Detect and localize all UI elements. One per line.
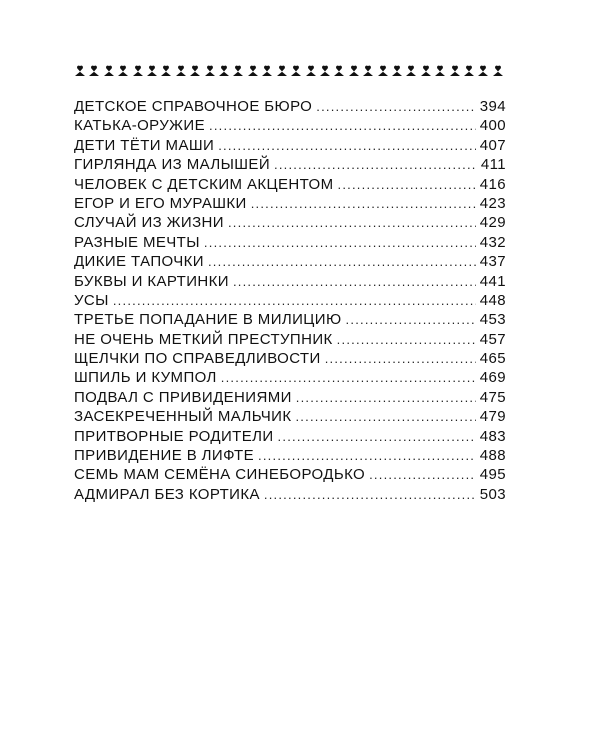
toc-dot-leader: [278, 427, 476, 446]
toc-dot-leader: [346, 310, 476, 329]
heart-triangle-ornament-icon: [232, 65, 244, 77]
toc-entry-title: СЛУЧАЙ ИЗ ЖИЗНИ: [74, 214, 224, 232]
heart-triangle-ornament-icon: [449, 65, 461, 77]
toc-entry: [74, 233, 506, 252]
toc-entry: [74, 427, 506, 446]
toc-dot-leader: [113, 291, 476, 310]
toc-entry-title: ДЕТИ ТЁТИ МАШИ: [74, 136, 215, 154]
heart-triangle-ornament-icon: [74, 65, 86, 77]
toc-entry-title: ПРИВИДЕНИЕ В ЛИФТЕ: [74, 447, 255, 465]
heart-triangle-ornament-icon: [362, 65, 374, 77]
toc-entry: [74, 485, 506, 504]
heart-triangle-ornament-icon: [348, 65, 360, 77]
toc-entry-page-number: 488: [479, 447, 506, 465]
toc-dot-leader: [264, 485, 476, 504]
toc-entry-page-number: 423: [479, 194, 506, 212]
toc-entry-title: ПОДВАЛ С ПРИВИДЕНИЯМИ: [74, 388, 292, 406]
toc-entry: [74, 194, 506, 213]
toc-dot-leader: [209, 116, 476, 135]
toc-entry: [74, 155, 506, 174]
heart-triangle-ornament-icon: [492, 65, 504, 77]
toc-entry-page-number: 448: [479, 291, 506, 309]
toc-entry: [74, 368, 506, 387]
heart-triangle-ornament-icon: [117, 65, 129, 77]
toc-entry-title: УСЫ: [74, 291, 109, 309]
toc-entry: [74, 272, 506, 291]
toc-entry-title: КАТЬКА-ОРУЖИЕ: [74, 117, 206, 135]
heart-triangle-ornament-icon: [319, 65, 331, 77]
toc-entry: [74, 388, 506, 407]
toc-entry: [74, 330, 506, 349]
toc-entry-title: ЕГОР И ЕГО МУРАШКИ: [74, 194, 247, 212]
heart-triangle-ornament-icon: [88, 65, 100, 77]
heart-triangle-ornament-icon: [333, 65, 345, 77]
toc-entry: [74, 349, 506, 368]
toc-entry-title: ЩЕЛЧКИ ПО СПРАВЕДЛИВОСТИ: [74, 350, 321, 368]
heart-triangle-ornament-icon: [103, 65, 115, 77]
toc-entry-page-number: 495: [479, 466, 506, 484]
toc-entry-title: ДИКИЕ ТАПОЧКИ: [74, 253, 204, 271]
toc-dot-leader: [221, 368, 476, 387]
toc-entry-title: РАЗНЫЕ МЕЧТЫ: [74, 233, 200, 251]
toc-entry-title: ТРЕТЬЕ ПОПАДАНИЕ В МИЛИЦИЮ: [74, 311, 342, 329]
toc-dot-leader: [218, 136, 476, 155]
heart-triangle-ornament-icon: [290, 65, 302, 77]
toc-entry-title: АДМИРАЛ БЕЗ КОРТИКА: [74, 485, 260, 503]
heart-triangle-ornament-icon: [377, 65, 389, 77]
toc-entry: [74, 310, 506, 329]
toc-entry-page-number: 479: [479, 408, 506, 426]
toc-entry-page-number: 465: [479, 350, 506, 368]
toc-entry-page-number: 469: [479, 369, 506, 387]
heart-triangle-ornament-icon: [132, 65, 144, 77]
toc-dot-leader: [228, 213, 476, 232]
heart-triangle-ornament-icon: [160, 65, 172, 77]
toc-entry: [74, 407, 506, 426]
toc-entry-page-number: 411: [480, 156, 506, 174]
heart-triangle-ornament-icon: [261, 65, 273, 77]
toc-dot-leader: [296, 388, 476, 407]
toc-dot-leader: [369, 465, 476, 484]
toc-dot-leader: [274, 155, 476, 174]
toc-entry: [74, 175, 506, 194]
toc-entry: [74, 136, 506, 155]
toc-entry: [74, 252, 506, 271]
toc-entry-title: ПРИТВОРНЫЕ РОДИТЕЛИ: [74, 427, 274, 445]
toc-entry-page-number: 394: [479, 98, 506, 115]
toc-entry-title: ЧЕЛОВЕК С ДЕТСКИМ АКЦЕНТОМ: [74, 175, 334, 193]
toc-entry-page-number: 503: [479, 485, 506, 503]
heart-triangle-ornament-icon: [463, 65, 475, 77]
toc-dot-leader: [233, 272, 476, 291]
toc-entry: [74, 465, 506, 484]
toc-entry: [74, 97, 506, 116]
toc-entry: [74, 291, 506, 310]
toc-entry-page-number: 437: [479, 253, 506, 271]
toc-entry-page-number: 475: [479, 388, 506, 406]
toc-entry-page-number: 457: [479, 330, 506, 348]
toc-dot-leader: [258, 446, 476, 465]
toc-entry: [74, 116, 506, 135]
toc-entry-title: ЗАСЕКРЕЧЕННЫЙ МАЛЬЧИК: [74, 408, 292, 426]
toc-entry-title: ШПИЛЬ И КУМПОЛ: [74, 369, 217, 387]
toc-entry: [74, 213, 506, 232]
toc-dot-leader: [316, 97, 476, 116]
heart-triangle-ornament-icon: [218, 65, 230, 77]
toc-dot-leader: [251, 194, 476, 213]
table-of-contents: [74, 97, 506, 504]
toc-entry-page-number: 429: [479, 214, 506, 232]
toc-entry-title: ДЕТСКОЕ СПРАВОЧНОЕ БЮРО: [74, 98, 313, 115]
decorative-ornament-border: [74, 64, 504, 78]
toc-dot-leader: [325, 349, 476, 368]
toc-entry-page-number: 400: [479, 117, 506, 135]
heart-triangle-ornament-icon: [405, 65, 417, 77]
toc-entry: [74, 446, 506, 465]
heart-triangle-ornament-icon: [204, 65, 216, 77]
toc-dot-leader: [208, 252, 476, 271]
toc-dot-leader: [295, 407, 475, 426]
heart-triangle-ornament-icon: [477, 65, 489, 77]
toc-entry-page-number: 432: [479, 233, 506, 251]
heart-triangle-ornament-icon: [175, 65, 187, 77]
toc-entry-title: БУКВЫ И КАРТИНКИ: [74, 272, 229, 290]
toc-dot-leader: [204, 233, 476, 252]
toc-entry-page-number: 453: [479, 311, 506, 329]
heart-triangle-ornament-icon: [276, 65, 288, 77]
toc-dot-leader: [337, 330, 476, 349]
heart-triangle-ornament-icon: [391, 65, 403, 77]
heart-triangle-ornament-icon: [247, 65, 259, 77]
toc-entry-page-number: 407: [479, 136, 506, 154]
heart-triangle-ornament-icon: [189, 65, 201, 77]
heart-triangle-ornament-icon: [146, 65, 158, 77]
toc-entry-page-number: 441: [479, 272, 506, 290]
toc-entry-page-number: 483: [479, 427, 506, 445]
heart-triangle-ornament-icon: [305, 65, 317, 77]
toc-entry-page-number: 416: [479, 175, 506, 193]
toc-entry-title: ГИРЛЯНДА ИЗ МАЛЫШЕЙ: [74, 156, 271, 174]
toc-dot-leader: [338, 175, 476, 194]
heart-triangle-ornament-icon: [420, 65, 432, 77]
toc-entry-title: НЕ ОЧЕНЬ МЕТКИЙ ПРЕСТУПНИК: [74, 330, 333, 348]
toc-entry-title: СЕМЬ МАМ СЕМЁНА СИНЕБОРОДЬКО: [74, 466, 366, 484]
heart-triangle-ornament-icon: [434, 65, 446, 77]
